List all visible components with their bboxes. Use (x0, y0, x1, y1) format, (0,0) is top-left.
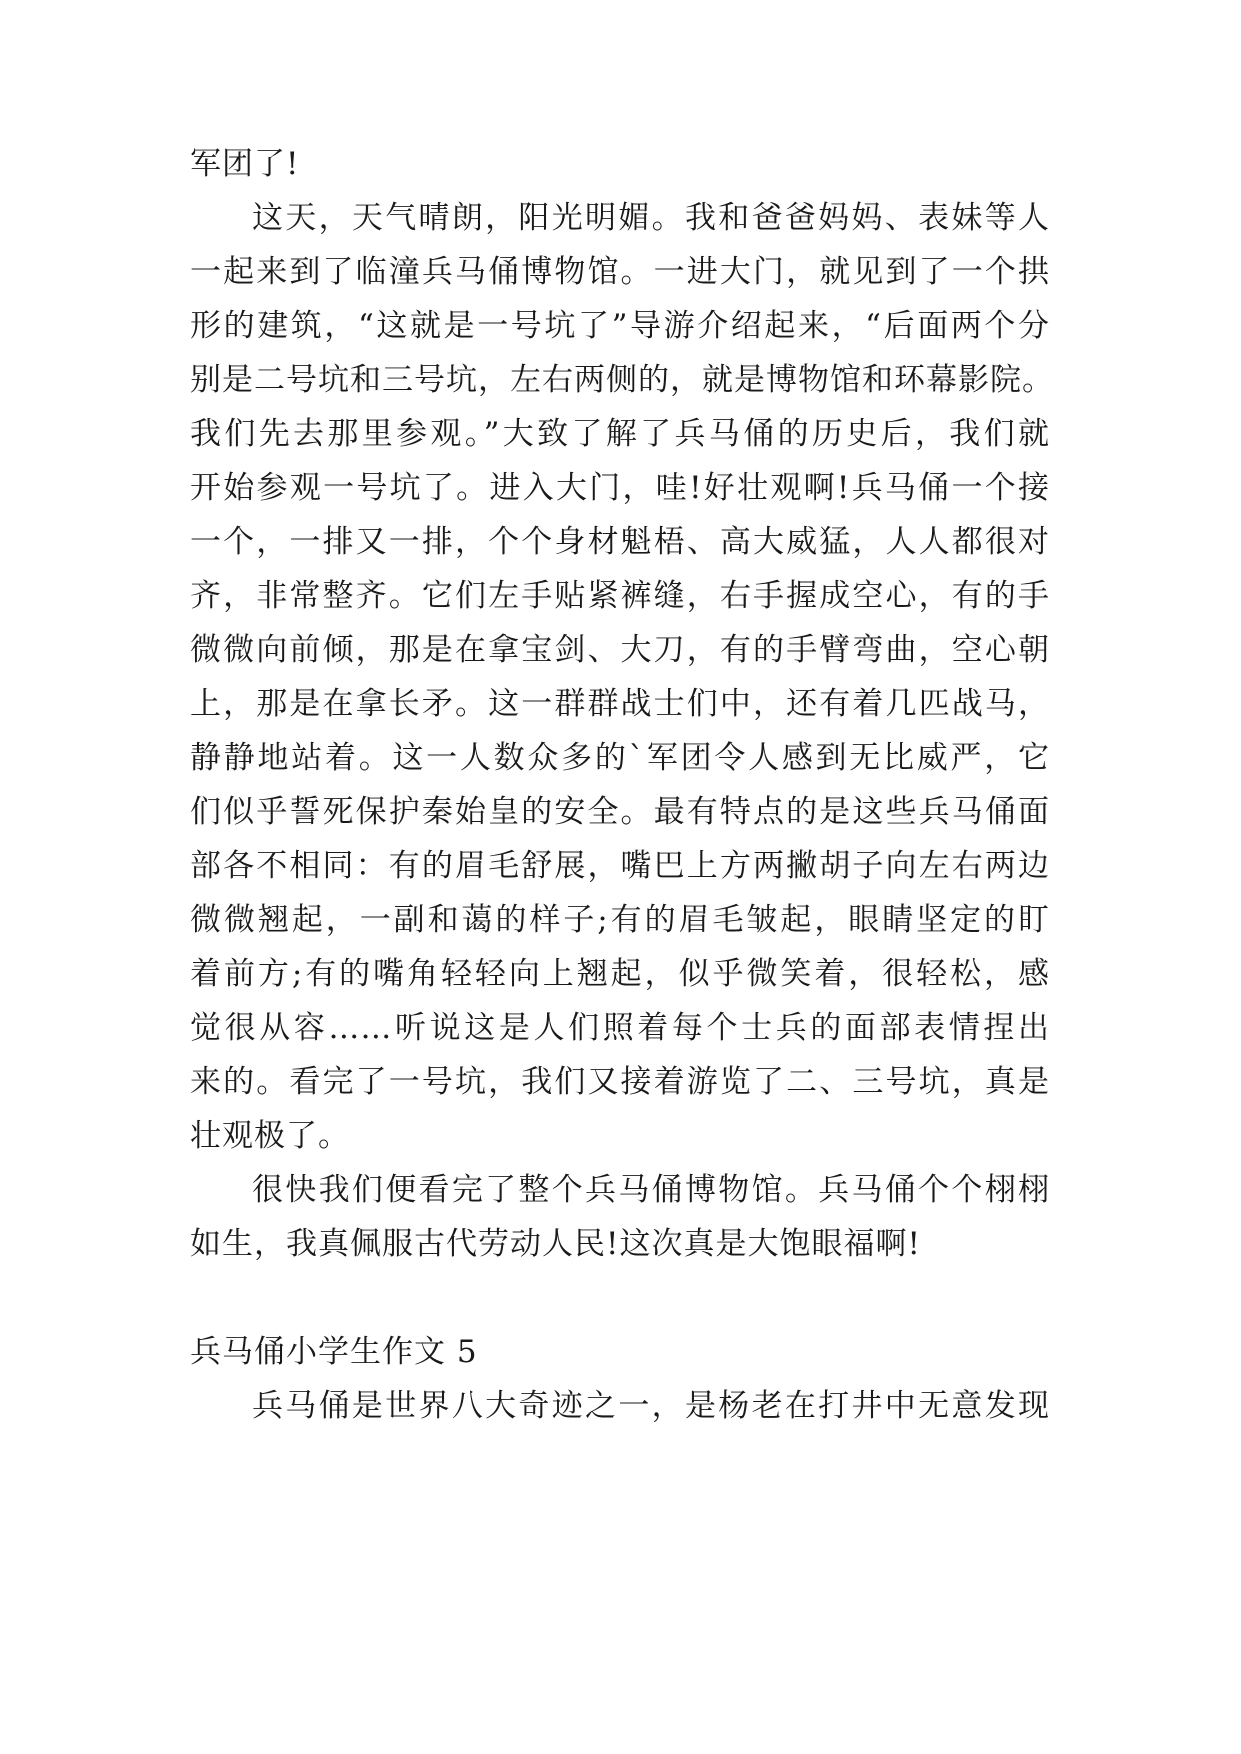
paragraph-line: 我们先去那里参观。”大致了解了兵马俑的历史后，我们就 (190, 416, 1050, 452)
paragraph-line: 这天，天气晴朗，阳光明媚。我和爸爸妈妈、表妹等人 (252, 200, 1050, 236)
paragraph-line: 军团了! (190, 146, 300, 182)
paragraph-line: 形的建筑，“这就是一号坑了”导游介绍起来，“后面两个分 (190, 308, 1050, 344)
paragraph-line: 一个，一排又一排，个个身材魁梧、高大威猛，人人都很对 (190, 524, 1050, 560)
paragraph-line: 如生，我真佩服古代劳动人民!这次真是大饱眼福啊! (190, 1226, 921, 1262)
essay-heading: 兵马俑小学生作文 5 (190, 1334, 478, 1370)
paragraph-line: 很快我们便看完了整个兵马俑博物馆。兵马俑个个栩栩 (252, 1172, 1050, 1208)
paragraph-line: 壮观极了。 (190, 1118, 350, 1154)
paragraph-line: 微微向前倾，那是在拿宝剑、大刀，有的手臂弯曲，空心朝 (190, 632, 1050, 668)
paragraph-line: 们似乎誓死保护秦始皇的安全。最有特点的是这些兵马俑面 (190, 794, 1050, 830)
paragraph-line: 微微翘起，一副和蔼的样子;有的眉毛皱起，眼睛坚定的盯 (190, 902, 1050, 938)
paragraph-line: 开始参观一号坑了。进入大门，哇!好壮观啊!兵马俑一个接 (190, 470, 1050, 506)
paragraph-line: 齐，非常整齐。它们左手贴紧裤缝，右手握成空心，有的手 (190, 578, 1050, 614)
paragraph-line: 静静地站着。这一人数众多的`军团令人感到无比威严，它 (190, 740, 1050, 776)
paragraph-line: 觉很从容……听说这是人们照着每个士兵的面部表情捏出 (190, 1010, 1050, 1046)
paragraph-line: 上，那是在拿长矛。这一群群战士们中，还有着几匹战马， (190, 686, 1050, 722)
paragraph-line: 来的。看完了一号坑，我们又接着游览了二、三号坑，真是 (190, 1064, 1050, 1100)
paragraph-line: 别是二号坑和三号坑，左右两侧的，就是博物馆和环幕影院。 (190, 362, 1054, 398)
paragraph-line: 部各不相同：有的眉毛舒展，嘴巴上方两撇胡子向左右两边 (190, 848, 1050, 884)
paragraph-line: 一起来到了临潼兵马俑博物馆。一进大门，就见到了一个拱 (190, 254, 1050, 290)
paragraph-line: 兵马俑是世界八大奇迹之一，是杨老在打井中无意发现 (252, 1388, 1050, 1424)
paragraph-line: 着前方;有的嘴角轻轻向上翘起，似乎微笑着，很轻松，感 (190, 956, 1050, 992)
